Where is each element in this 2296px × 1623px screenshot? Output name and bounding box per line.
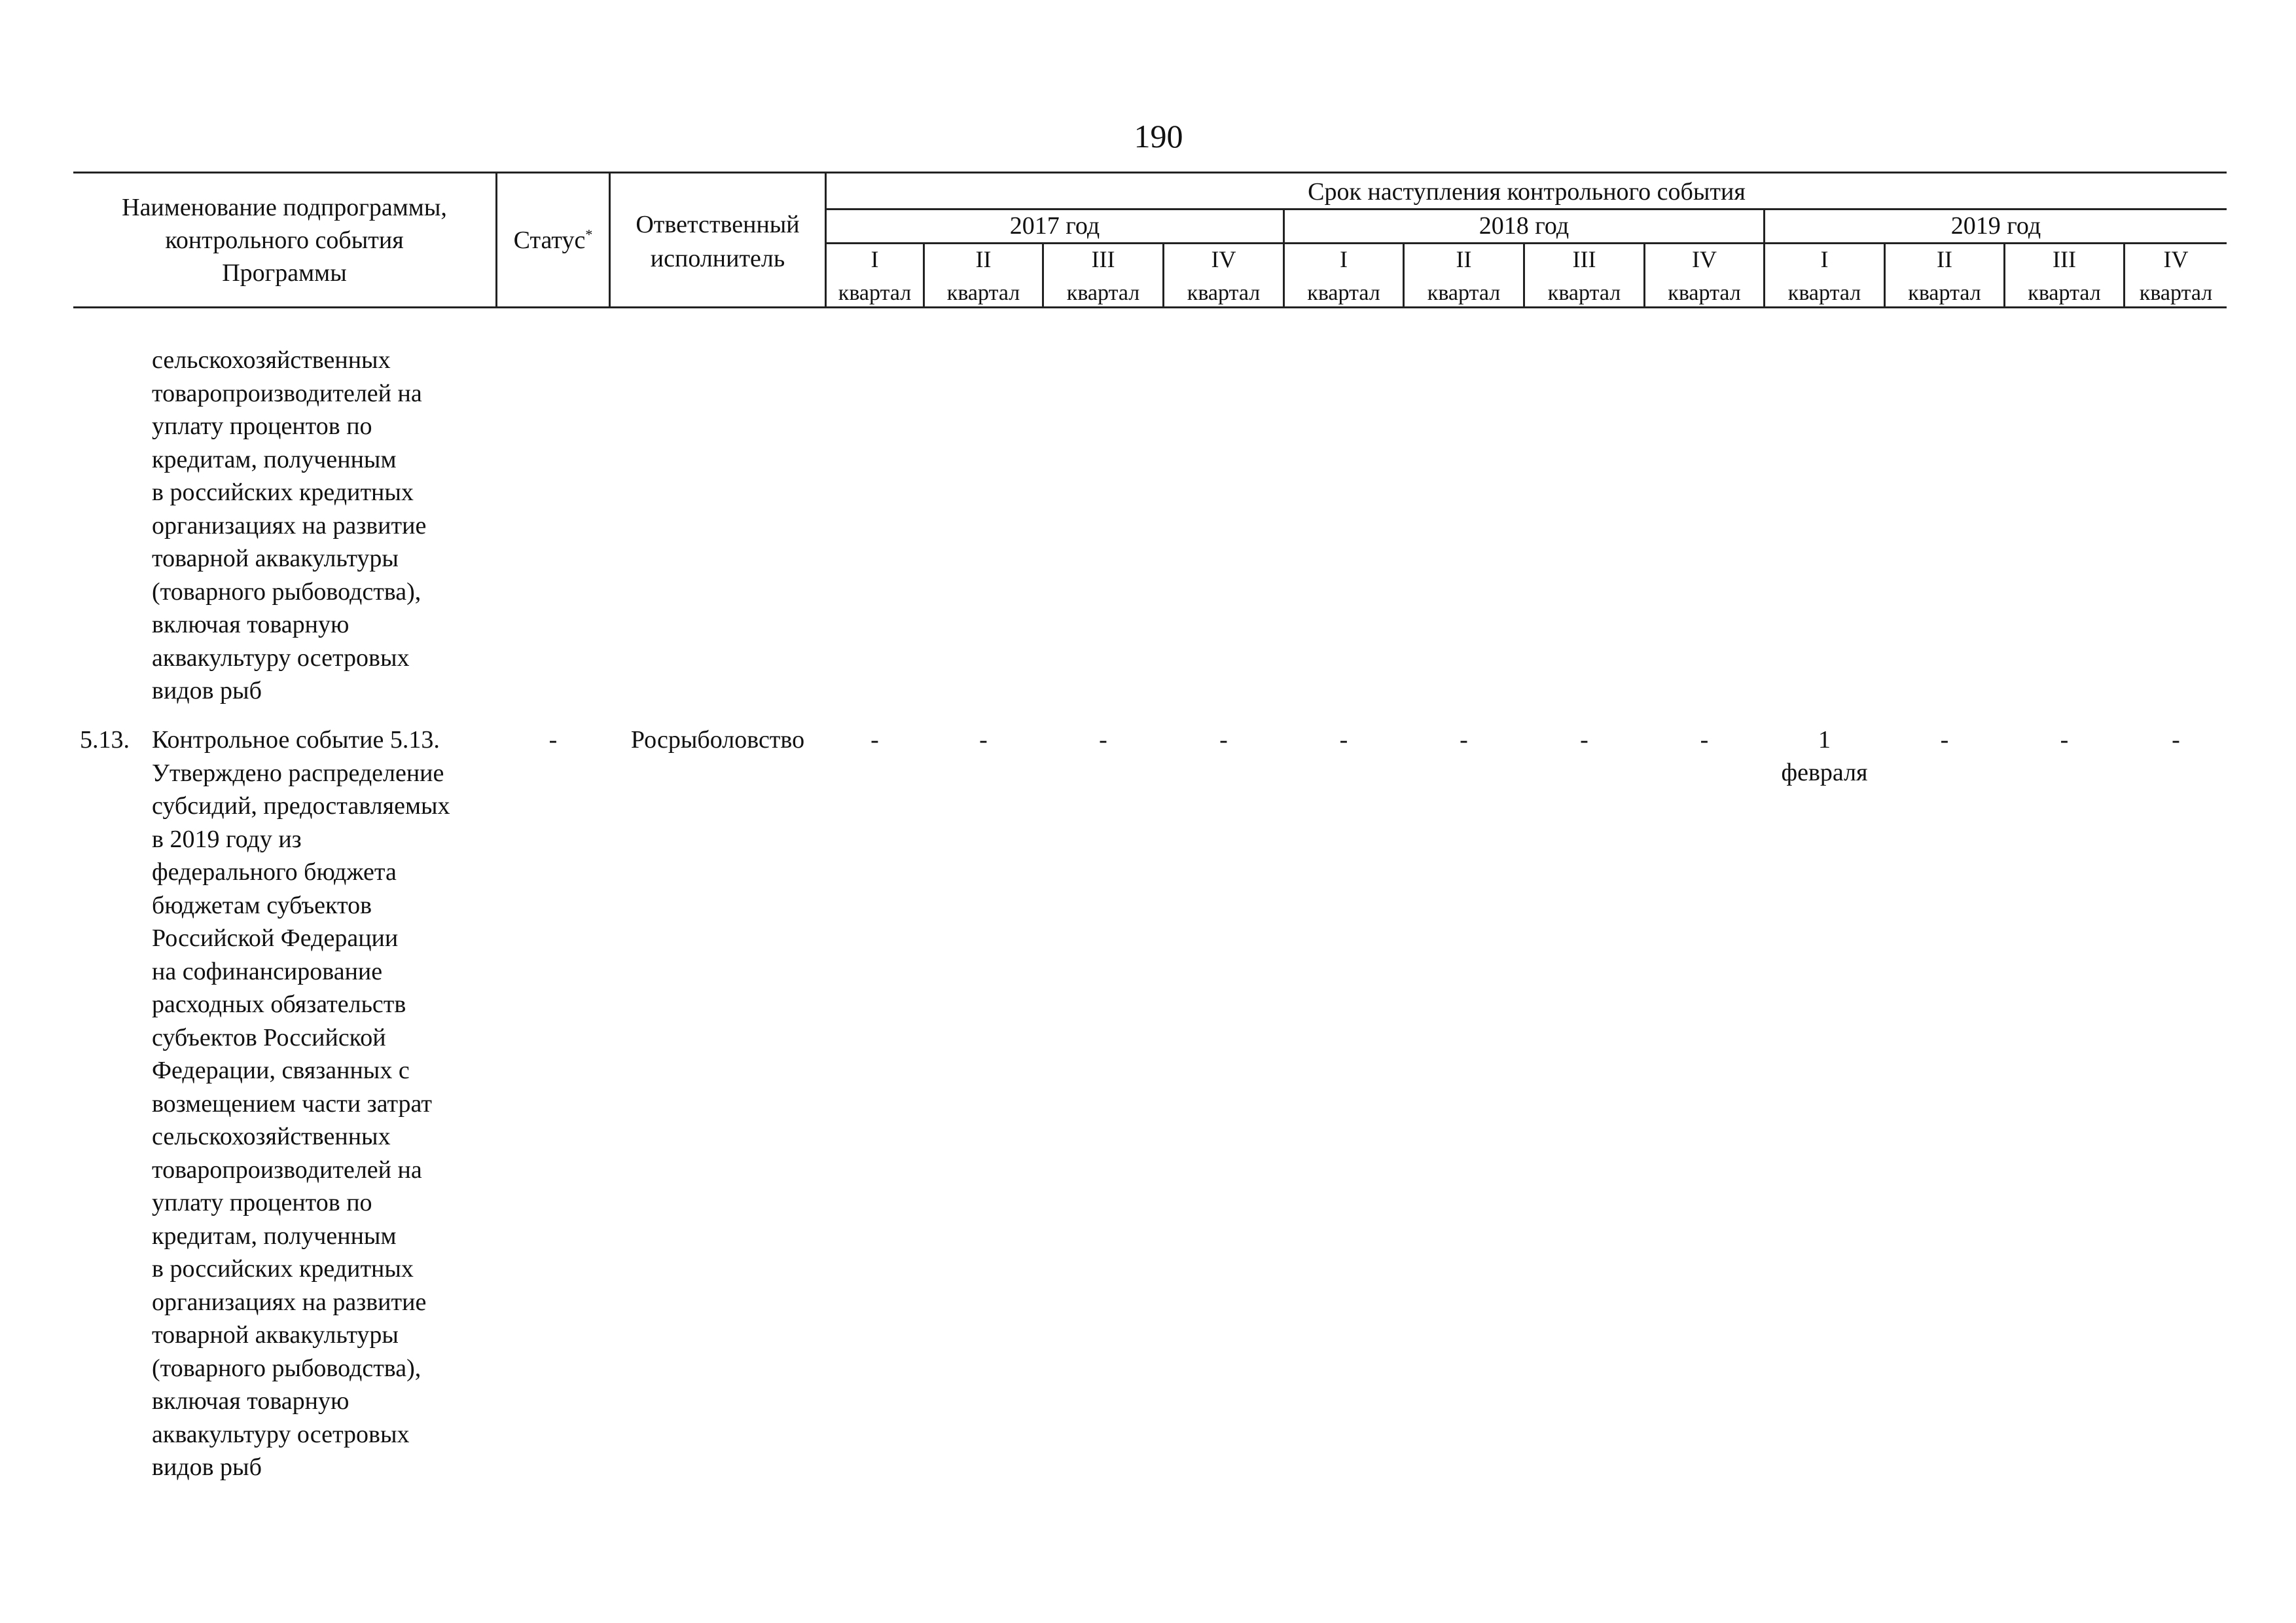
quarter-label: квартал <box>2139 281 2213 305</box>
row-name-line: сельскохозяйственных <box>152 1123 391 1150</box>
row-quarter-cell: - <box>870 726 879 754</box>
row-name-line: на софинансирование <box>152 957 383 985</box>
row-executor: Росрыболовство <box>630 726 805 754</box>
continuation-block <box>152 344 426 708</box>
row-quarter-cell: - <box>1940 726 1949 754</box>
row-name-line: Федерации, связанных с <box>152 1057 410 1084</box>
quarter-label: квартал <box>1307 281 1380 305</box>
quarter-number: II <box>1937 246 1952 272</box>
row-name-line: Российской Федерации <box>152 924 399 952</box>
continuation-line: видов рыб <box>152 677 262 704</box>
header-status <box>497 224 609 257</box>
header-deadline-title: Срок наступления контрольного события <box>1308 178 1746 206</box>
continuation-line: включая товарную <box>152 611 350 638</box>
quarter-number: I <box>870 246 879 272</box>
row-quarter-day: 1 <box>1818 726 1831 754</box>
row-status: - <box>548 726 558 754</box>
quarter-number: III <box>1091 246 1115 272</box>
quarter-number: III <box>1572 246 1596 272</box>
continuation-line: сельскохозяйственных <box>152 346 391 374</box>
quarter-number: I <box>1820 246 1829 272</box>
quarter-label: квартал <box>1066 281 1140 305</box>
row-name-line: в российских кредитных <box>152 1255 414 1283</box>
row-name-line: Контрольное событие 5.13. <box>152 726 440 754</box>
row-name-line: кредитам, полученным <box>152 1222 397 1250</box>
row-quarter-cell-date <box>1765 723 1884 789</box>
quarter-label: квартал <box>946 281 1020 305</box>
quarter-label: квартал <box>2028 281 2101 305</box>
row-name-line: организациях на развитие <box>152 1288 427 1316</box>
page-number: 190 <box>1134 118 1183 155</box>
continuation-line: товаропроизводителей на <box>152 379 422 407</box>
continuation-line: организациях на развитие <box>152 511 427 539</box>
row-name-line: бюджетам субъектов <box>152 891 372 919</box>
row-name-line: субсидий, предоставляемых <box>152 792 450 820</box>
quarter-label: квартал <box>1787 281 1861 305</box>
row-name <box>152 723 450 1484</box>
row-quarter-cell: - <box>1219 726 1228 754</box>
quarter-label: квартал <box>1187 281 1261 305</box>
row-name-line: включая товарную <box>152 1387 350 1415</box>
row-name-line: уплату процентов по <box>152 1189 372 1216</box>
row-quarter-cell: - <box>1099 726 1107 754</box>
header-year-2017: 2017 год <box>1009 212 1100 240</box>
quarter-label: квартал <box>1668 281 1741 305</box>
quarter-number: III <box>2053 246 2076 272</box>
row-name-line: расходных обязательств <box>152 991 406 1018</box>
header-status-label: Статус <box>513 227 586 254</box>
quarter-label: квартал <box>838 281 912 305</box>
header-executor-line: исполнитель <box>650 245 785 272</box>
row-quarter-cell: - <box>1580 726 1588 754</box>
header-name-line: Наименование подпрограммы, <box>122 194 447 221</box>
row-quarter-cell: - <box>1339 726 1348 754</box>
continuation-line: уплату процентов по <box>152 412 372 440</box>
header-year-2018: 2018 год <box>1479 212 1570 240</box>
row-quarter-cell: - <box>979 726 988 754</box>
row-quarter-cell: - <box>2172 726 2180 754</box>
header-name-line: Программы <box>222 259 347 287</box>
row-name-line: федерального бюджета <box>152 858 397 886</box>
row-name-line: аквакультуру осетровых <box>152 1420 410 1448</box>
row-name-line: (товарного рыбоводства), <box>152 1354 422 1382</box>
quarter-number: IV <box>2163 246 2189 272</box>
row-quarter-cell: - <box>1700 726 1709 754</box>
continuation-line: в российских кредитных <box>152 479 414 506</box>
quarter-label: квартал <box>1427 281 1501 305</box>
row-name-line: Утверждено распределение <box>152 759 444 787</box>
header-executor-line: Ответственный <box>636 211 800 238</box>
continuation-line: аквакультуру осетровых <box>152 644 410 672</box>
year-row-border <box>825 242 2227 244</box>
header-year-2019: 2019 год <box>1950 212 2041 240</box>
row-name-line: видов рыб <box>152 1453 262 1481</box>
row-name-line: в 2019 году из <box>152 825 302 853</box>
header-top-border <box>73 172 2227 173</box>
quarter-number: IV <box>1692 246 1717 272</box>
continuation-line: (товарного рыбоводства), <box>152 577 422 606</box>
quarter-number: II <box>1456 246 1472 272</box>
quarter-label: квартал <box>1547 281 1621 305</box>
row-name-line: товаропроизводителей на <box>152 1156 422 1184</box>
quarter-number: II <box>975 246 992 272</box>
row-quarter-cell: - <box>1460 726 1468 754</box>
header-bottom-border <box>73 306 2227 308</box>
row-quarter-month: февраля <box>1781 759 1868 786</box>
row-name-line: субъектов Российской <box>152 1023 386 1051</box>
row-number: 5.13. <box>80 726 130 754</box>
quarter-number: I <box>1340 246 1348 272</box>
continuation-line: товарной аквакультуры <box>152 545 399 572</box>
quarter-number: IV <box>1211 246 1236 272</box>
row-name-line: возмещением части затрат <box>152 1089 433 1118</box>
continuation-line: кредитам, полученным <box>152 445 397 473</box>
row-name-line: товарной аквакультуры <box>152 1321 399 1349</box>
header-status-mark: * <box>585 226 593 243</box>
quarter-label: квартал <box>1908 281 1981 305</box>
header-name-line: контрольного события <box>165 227 404 254</box>
row-quarter-cell: - <box>2060 726 2069 754</box>
